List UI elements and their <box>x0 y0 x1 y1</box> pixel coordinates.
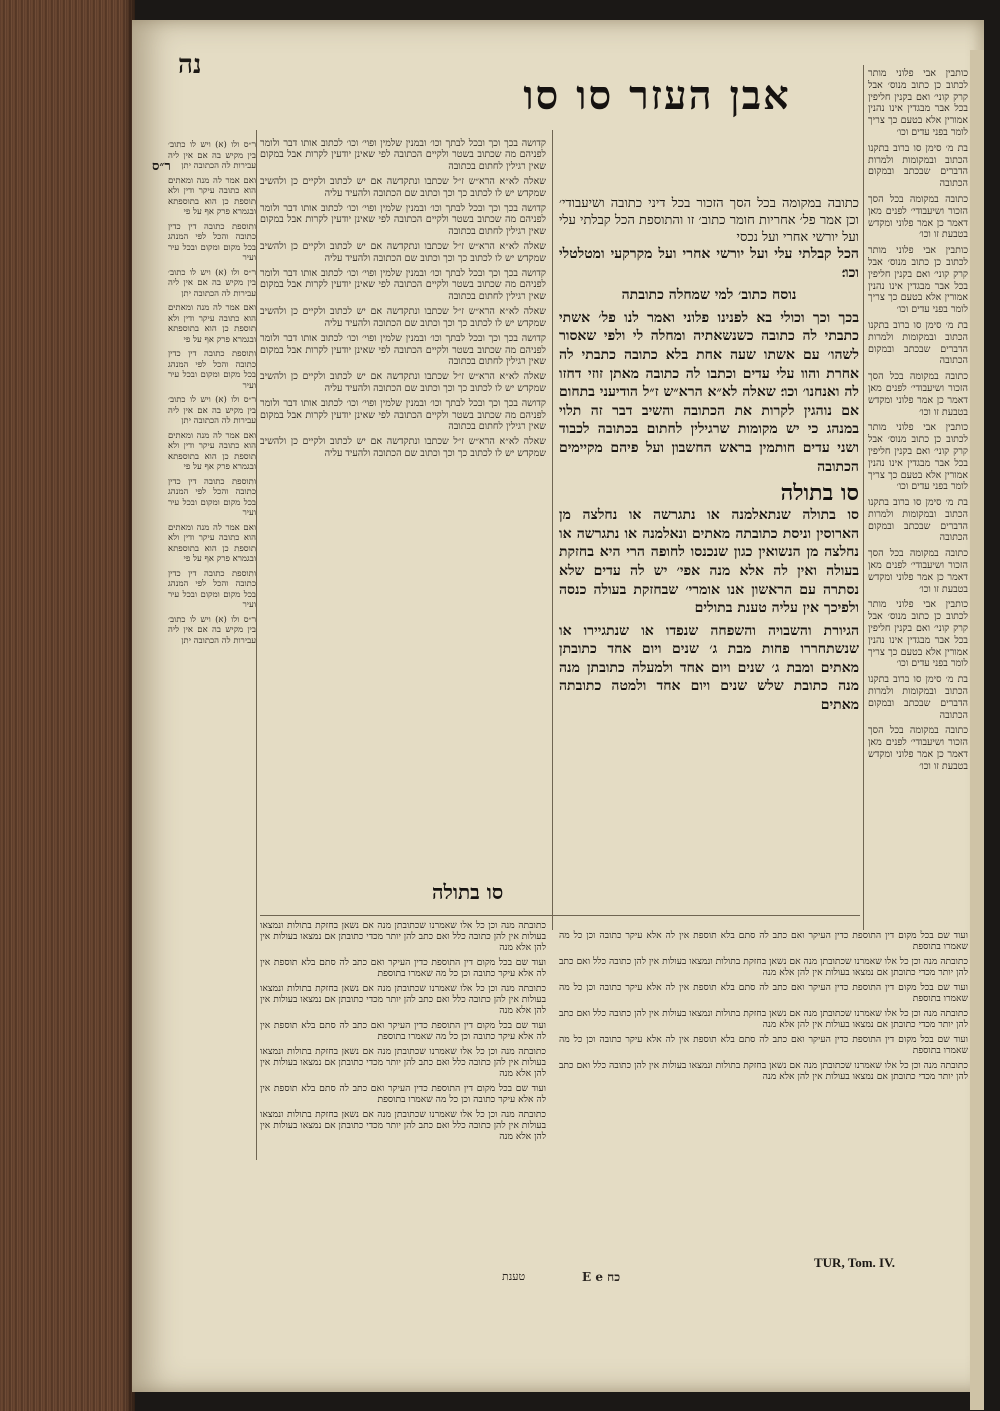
commentary-paragraph: ותוספת כתובה דין כדין כתובה והכל לפי המנהג בכל מקום ומקום ובכל עיר ועיר <box>168 349 256 391</box>
page-title: אבן העזר סו סו <box>523 72 791 119</box>
column-rule <box>552 130 553 930</box>
commentary-paragraph: ותוספת כתובה דין כדין כתובה והכל לפי המנהג בכל מקום ומקום ובכל עיר ועיר <box>168 476 256 518</box>
commentary-paragraph: ר״ס ולו (א) ויש לו כתוב׳ בין מקיש בה אם אין ליה עבירות לה הכתובה יתן <box>168 267 256 299</box>
commentary-paragraph: כתובתה מנה וכן כל אלו שאמרנו שכתובתן מנה אם נשאן בחזקת בתולות ונמצאו בעולות אין להן כתובה כלל ואם כתב להן יותר מכדי כתובתן אם נמצאו בעולות אין להן אלא מנה <box>260 983 546 1016</box>
commentary-paragraph: ועוד שם בכל מקום דין התוספת כדין העיקר ואם כתב לה סתם בלא תוספת אין לה אלא עיקר כתובה וכן כל מה שאמרו בתוספת <box>260 1020 546 1042</box>
main-paragraph: הכל קבלתי עלי ועל יורשי אחרי ועל מקרקעי ומטלטלי וכו׳׃ <box>559 246 859 281</box>
commentary-paragraph: כותבין אבי פלוני מותר לכתוב כן כתוב מנוס׳ אבל קרק קוני׳ ואם בקנין חליפין בכל אבר מבגדין אינו נהנין אמורין אלא בטעם כך צריך לומר בפני עדים וכו׳ <box>868 599 968 670</box>
main-text-intro <box>559 195 859 245</box>
book-page <box>132 20 984 1392</box>
main-paragraph: סו בתולה שנתאלמנה או נתגרשה או נחלצה מן הארוסין וניסת כתובתה מאתים ונאלמנה או נתגרשה או נחלצה מן הנשואין כגון שנכנסו לחופה הרי היא בחזקת בעולה ואין לה אלא מנה אפי׳ יש לה עדים שלא נסתרה עם הראשון אנו אומרי׳ שבחזקת בעולה כנסה ולפיכך אין עליה טענת בתולים <box>559 507 859 617</box>
commentary-paragraph: כתובה במקומה בכל הסך הזכור ושיעבודי׳ לפנים מאן דאמר כן אמר פלוני ומקדש בטבעת זו וכו׳ <box>868 193 968 241</box>
commentary-paragraph: שאלה לא״א הרא״ש ז״ל שכתבו ונתקדשה אם יש לכתוב ולקיים כן ולהשיב שמקדש יש לו לכתוב כך וכך וכתוב שם הכתובה ולהעיד עליה <box>260 436 546 459</box>
commentary-paragraph: קדושה בכך וכך ובכל לבתך וכו׳ ובמנין שלמין ופוי׳ וכו׳ לכתוב אותו דבר ולומר לפניהם מה שכתוב בשטר ולקיים הכתובה לפי שאינן יודעין לקרות אבל במקום שאין רגילין לחתום בכתובה <box>260 268 546 302</box>
commentary-paragraph: כותבין אבי פלוני מותר לכתוב כן כתוב מנוס׳ אבל קרק קוני׳ ואם בקנין חליפין בכל אבר מבגדין אינו נהנין אמורין אלא בטעם כך צריך לומר בפני עדים וכו׳ <box>868 422 968 493</box>
commentary-paragraph: כתובתה מנה וכן כל אלו שאמרנו שכתובתן מנה אם נשאן בחזקת בתולות ונמצאו בעולות אין להן כתובה כלל ואם כתב להן יותר מכדי כתובתן אם נמצאו בעולות אין להן אלא מנה <box>559 1008 968 1030</box>
commentary-paragraph: ר״ס ולו (א) ויש לו כתוב׳ בין מקיש בה אם אין ליה עבירות לה הכתובה יתן <box>168 614 256 646</box>
column-rule <box>863 65 864 930</box>
commentary-paragraph: כתובה במקומה בכל הסך הזכור ושיעבודי׳ לפנים מאן דאמר כן אמר פלוני ומקדש בטבעת זו וכו׳ <box>868 371 968 418</box>
commentary-paragraph: כותבין אבי פלוני מותר לכתוב כן כתוב מנוס׳ אבל קרק קוני׳ ואם בקנין חליפין בכל אבר מבגדין אינו נהנין אמורין אלא בטעם כך צריך לומר בפני עדים וכו׳ <box>868 68 968 138</box>
commentary-paragraph: ועוד שם בכל מקום דין התוספת כדין העיקר ואם כתב לה סתם בלא תוספת אין לה אלא עיקר כתובה וכן כל מה שאמרו בתוספת <box>260 1083 546 1105</box>
commentary-paragraph: כותבין אבי פלוני מותר לכתוב כן כתוב מנוס׳ אבל קרק קוני׳ ואם בקנין חליפין בכל אבר מבגדין אינו נהנין אמורין אלא בטעם כך צריך לומר בפני עדים וכו׳ <box>868 245 968 316</box>
commentary-paragraph: שאלה לא״א הרא״ש ז״ל שכתבו ונתקדשה אם יש לכתוב ולקיים כן ולהשיב שמקדש יש לו לכתוב כך וכך וכתוב שם הכתובה ולהעיד עליה <box>260 306 546 329</box>
bottom-commentary-left <box>260 920 546 1265</box>
commentary-paragraph: ואם אמר לה מנה ומאתים הוא כתובה עיקר ודין ולא תוספת כן הוא בתוספתא ובגמרא פרק אף על פי <box>168 430 256 472</box>
commentary-paragraph: קדושה בכך וכך ובכל לבתך וכו׳ ובמנין שלמין ופוי׳ וכו׳ לכתוב אותו דבר ולומר לפניהם מה שכתוב בשטר ולקיים הכתובה לפי שאינן יודעין לקרות אבל במקום שאין רגילין לחתום בכתובה <box>260 333 546 367</box>
folio-number: נה <box>178 50 202 80</box>
signature-mark: E e כח <box>582 1270 621 1284</box>
commentary-paragraph: ואם אמר לה מנה ומאתים הוא כתובה עיקר ודין ולא תוספת כן הוא בתוספתא ובגמרא פרק אף על פי <box>168 522 256 564</box>
commentary-paragraph: ואם אמר לה מנה ומאתים הוא כתובה עיקר ודין ולא תוספת כן הוא בתוספתא ובגמרא פרק אף על פי <box>168 303 256 345</box>
beit-yosef-column <box>260 138 546 898</box>
commentary-paragraph: קדושה בכך וכך ובכל לבתך וכו׳ ובמנין שלמין ופוי׳ וכו׳ לכתוב אותו דבר ולומר לפניהם מה שכתוב בשטר ולקיים הכתובה לפי שאינן יודעין לקרות אבל במקום שאין רגילין לחתום בכתובה <box>260 203 546 237</box>
commentary-paragraph: שאלה לא״א הרא״ש ז״ל שכתבו ונתקדשה אם יש לכתוב ולקיים כן ולהשיב שמקדש יש לו לכתוב כך וכך וכתוב שם הכתובה ולהעיד עליה <box>260 176 546 199</box>
section-heading-small: סו בתולה <box>432 880 504 904</box>
commentary-paragraph: ועוד שם בכל מקום דין התוספת כדין העיקר ואם כתב לה סתם בלא תוספת אין לה אלא עיקר כתובה וכן כל מה שאמרו בתוספת <box>559 1034 968 1056</box>
main-paragraph: כתובה במקומה בכל הסך הזכור בכל דיני כתובה ושיעבודי׳ וכן אמר פל׳ אחריות חומר כתוב׳ זו והתוספת הכל קבלתי עלי ועל יורשי אחרי ועל נכסי <box>559 196 859 245</box>
section-heading: סו בתולה <box>780 480 859 507</box>
commentary-paragraph: בת מ׳ סימן סו ברוב בתקנו הכתוב ובמקומות ולמרות הדברים שבכתב ובמקום הכתובה <box>868 142 968 190</box>
bottom-commentary-right <box>559 930 968 1256</box>
next-page-edge <box>970 50 984 1410</box>
subheading: נוסח כתוב׳ למי שמחלה כתובתה <box>621 287 797 304</box>
volume-label: TUR, Tom. IV. <box>814 1255 896 1270</box>
main-paragraph: בכך וכך וכולי בא לפנינו פלוני ואמר לנו פל׳ אשתי כתבתי לה כתובה כשנשאתיה ומחלה לי ולפי שאסור לשהו׳ עם אשתו שעה אחת בלא כתובה כתבתי לה אחרת והוו עלי עדים וכתבו לה כתובה מאתן זוזי דחזו לה ואנחנו׳ וכו׳׃ שאלה לא״א הרא״ש ז״ל הודיעני בתחום אם נוהגין לקרות את הכתובה והשיב דבר זה תלוי במנהג כי יש מקומות שרגילין לחתום בכתובה לכבוד ושני עדים חותמין בראש החשבון ועל פיהם מקיימים הכתובה <box>559 309 859 475</box>
commentary-paragraph: כתובתה מנה וכן כל אלו שאמרנו שכתובתן מנה אם נשאן בחזקת בתולות ונמצאו בעולות אין להן כתובה כלל ואם כתב להן יותר מכדי כתובתן אם נמצאו בעולות אין להן אלא מנה <box>260 1109 546 1142</box>
outer-commentary-column <box>168 140 256 1160</box>
commentary-paragraph: כתובה במקומה בכל הסך הזכור ושיעבודי׳ לפנים מאן דאמר כן אמר פלוני ומקדש בטבעת זו וכו׳ <box>868 548 968 595</box>
book-fore-edge <box>0 0 135 1411</box>
commentary-paragraph: ר״ס ולו (א) ויש לו כתוב׳ בין מקיש בה אם אין ליה עבירות לה הכתובה יתן <box>168 395 256 426</box>
commentary-paragraph: קדושה בכך וכך ובכל לבתך וכו׳ ובמנין שלמין ופוי׳ וכו׳ לכתוב אותו דבר ולומר לפניהם מה שכתוב בשטר ולקיים הכתובה לפי שאינן יודעין לקרות אבל במקום שאין רגילין לחתום בכתובה <box>260 138 546 172</box>
commentary-paragraph: שאלה לא״א הרא״ש ז״ל שכתבו ונתקדשה אם יש לכתוב ולקיים כן ולהשיב שמקדש יש לו לכתוב כך וכך וכתוב שם הכתובה ולהעיד עליה <box>260 371 546 394</box>
catchword: טענת <box>502 1270 526 1283</box>
commentary-paragraph: כתובתה מנה וכן כל אלו שאמרנו שכתובתן מנה אם נשאן בחזקת בתולות ונמצאו בעולות אין להן כתובה כלל ואם כתב להן יותר מכדי כתובתן אם נמצאו בעולות אין להן אלא מנה <box>559 1060 968 1082</box>
commentary-paragraph: כתובתה מנה וכן כל אלו שאמרנו שכתובתן מנה אם נשאן בחזקת בתולות ונמצאו בעולות אין להן כתובה כלל ואם כתב להן יותר מכדי כתובתן אם נמצאו בעולות אין להן אלא מנה <box>260 1046 546 1079</box>
commentary-paragraph: כתובה במקומה בכל הסך הזכור ושיעבודי׳ לפנים מאן דאמר כן אמר פלוני ומקדש בטבעת זו וכו׳ <box>868 725 968 772</box>
main-text-column <box>559 245 859 920</box>
commentary-paragraph: ותוספת כתובה דין כדין כתובה והכל לפי המנהג בכל מקום ומקום ובכל עיר ועיר <box>168 221 256 263</box>
commentary-paragraph: ואם אמר לה מנה ומאתים הוא כתובה עיקר ודין ולא תוספת כן הוא בתוספתא ובגמרא פרק אף על פי <box>168 175 256 217</box>
commentary-paragraph: ועוד שם בכל מקום דין התוספת כדין העיקר ואם כתב לה סתם בלא תוספת אין לה אלא עיקר כתובה וכן כל מה שאמרו בתוספת <box>260 957 546 979</box>
right-commentary-column <box>868 68 968 938</box>
column-rule <box>256 130 257 1160</box>
commentary-paragraph: קדושה בכך וכך ובכל לבתך וכו׳ ובמנין שלמין ופוי׳ וכו׳ לכתוב אותו דבר ולומר לפניהם מה שכתוב בשטר ולקיים הכתובה לפי שאינן יודעין לקרות אבל במקום שאין רגילין לחתום בכתובה <box>260 398 546 432</box>
commentary-paragraph: ועוד שם בכל מקום דין התוספת כדין העיקר ואם כתב לה סתם בלא תוספת אין לה אלא עיקר כתובה וכן כל מה שאמרו בתוספת <box>559 930 968 952</box>
commentary-paragraph: בת מ׳ סימן סו ברוב בתקנו הכתוב ובמקומות ולמרות הדברים שבכתב ובמקום הכתובה <box>868 497 968 544</box>
commentary-paragraph: שאלה לא״א הרא״ש ז״ל שכתבו ונתקדשה אם יש לכתוב ולקיים כן ולהשיב שמקדש יש לו לכתוב כך וכך וכתוב שם הכתובה ולהעיד עליה <box>260 241 546 264</box>
commentary-paragraph: ועוד שם בכל מקום דין התוספת כדין העיקר ואם כתב לה סתם בלא תוספת אין לה אלא עיקר כתובה וכן כל מה שאמרו בתוספת <box>559 982 968 1004</box>
commentary-paragraph: כתובתה מנה וכן כל אלו שאמרנו שכתובתן מנה אם נשאן בחזקת בתולות ונמצאו בעולות אין להן כתובה כלל ואם כתב להן יותר מכדי כתובתן אם נמצאו בעולות אין להן אלא מנה <box>559 956 968 978</box>
commentary-paragraph: כתובתה מנה וכן כל אלו שאמרנו שכתובתן מנה אם נשאן בחזקת בתולות ונמצאו בעולות אין להן כתובה כלל ואם כתב להן יותר מכדי כתובתן אם נמצאו בעולות אין להן אלא מנה <box>260 920 546 953</box>
main-paragraph: הגיורת והשבויה והשפחה שנפדו או שנתגיירו או שנשתחררו פחות מבת ג׳ שנים ויום אחד כתובתן מאתים ומבת ג׳ שנים ויום אחד ולמעלה כתובתן מנה מנה כתובת שלש שנים ויום אחד ולמטה כתובתה מאתים <box>559 622 859 714</box>
commentary-paragraph: בת מ׳ סימן סו ברוב בתקנו הכתוב ובמקומות ולמרות הדברים שבכתב ובמקום הכתובה <box>868 674 968 721</box>
page-marker: ר״ס <box>152 159 171 174</box>
commentary-paragraph: ר״ס ולו (א) ויש לו כתוב׳ בין מקיש בה אם אין ליה עבירות לה הכתובה יתן <box>168 140 256 171</box>
commentary-paragraph: ותוספת כתובה דין כדין כתובה והכל לפי המנהג בכל מקום ומקום ובכל עיר ועיר <box>168 568 256 610</box>
commentary-paragraph: בת מ׳ סימן סו ברוב בתקנו הכתוב ובמקומות ולמרות הדברים שבכתב ובמקום הכתובה <box>868 319 968 367</box>
